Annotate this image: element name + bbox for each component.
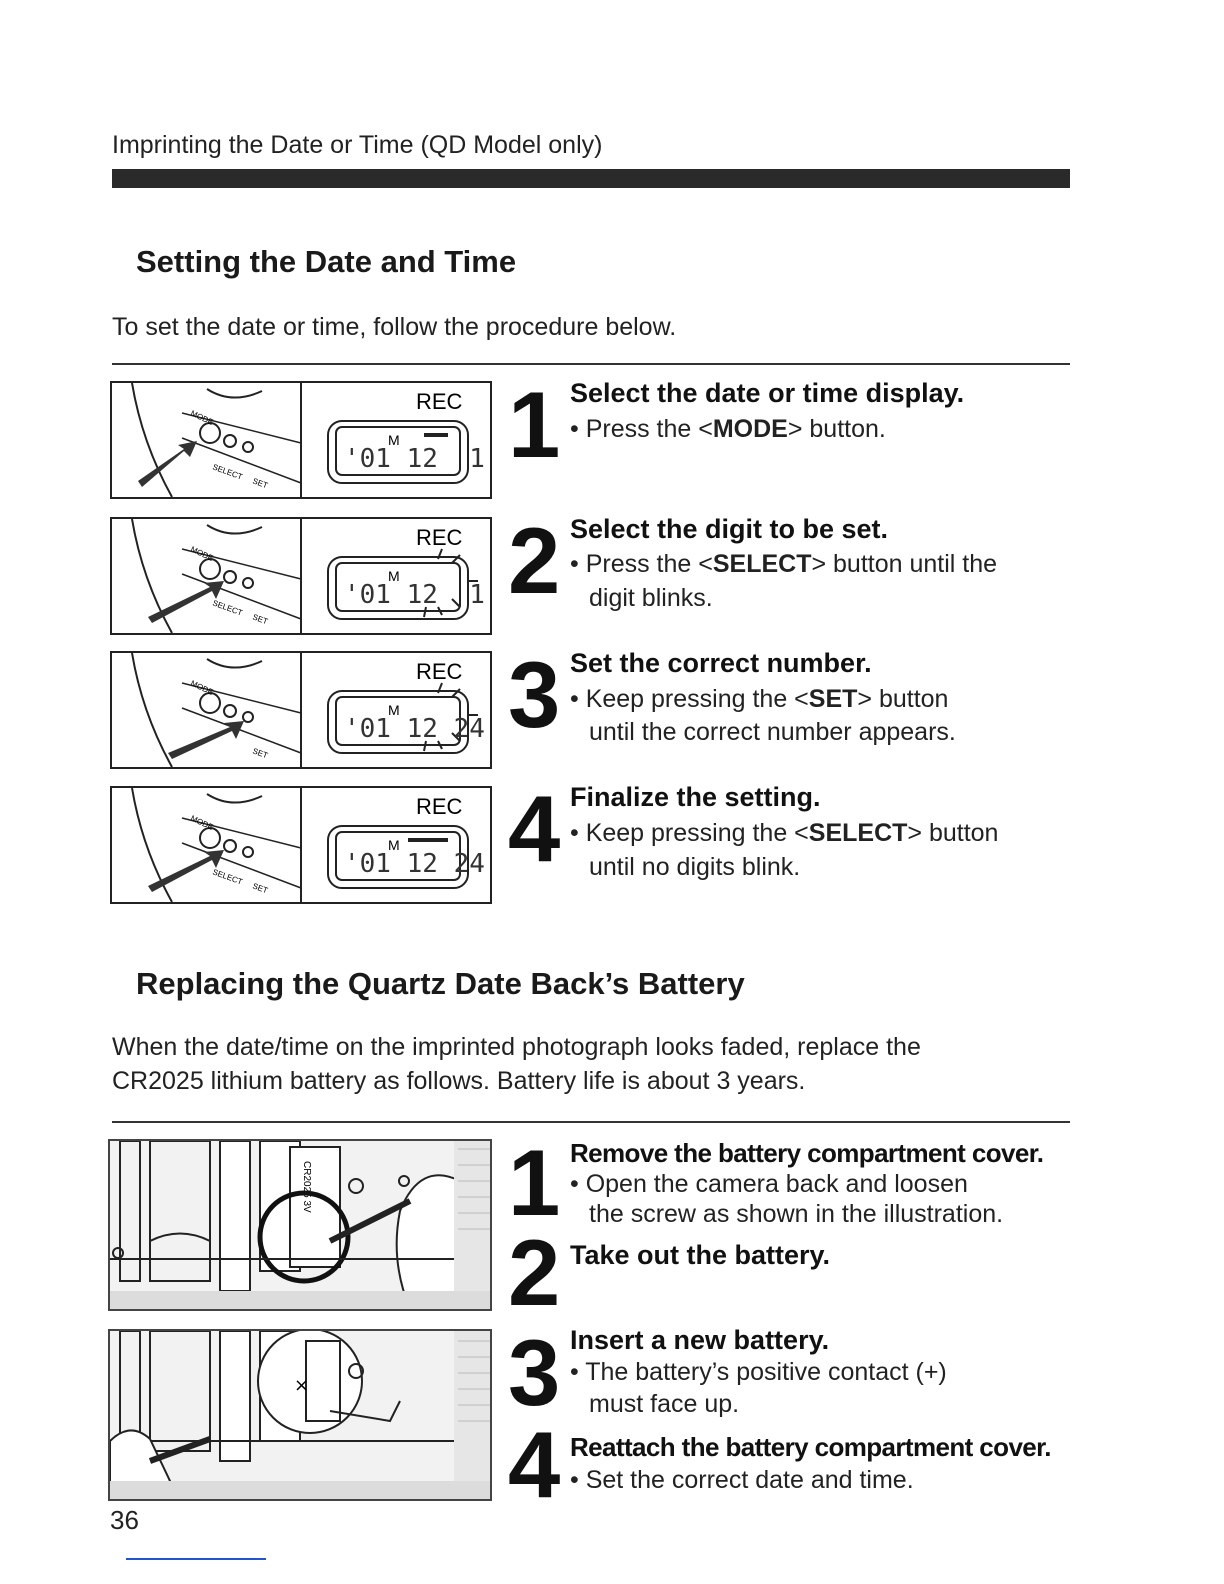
lcd-digits: '01 12 24 <box>344 849 485 879</box>
illustration-step-3 <box>110 651 492 769</box>
section-rule <box>112 1121 1070 1123</box>
section-rule <box>112 363 1070 365</box>
step-bullet: • Press the <MODE> button. <box>570 415 886 443</box>
lcd-mode-label: M <box>388 432 400 448</box>
step-number: 4 <box>508 1412 561 1517</box>
step-bullet: • The battery’s positive contact (+) <box>570 1358 947 1386</box>
camera-set-label: SET <box>251 746 270 761</box>
camera-mode-label: MODE <box>189 544 215 563</box>
camera-mode-label: MODE <box>189 408 215 427</box>
header-bar <box>112 169 1070 188</box>
step-bullet-continuation: the screw as shown in the illustration. <box>589 1200 1004 1228</box>
section-intro-battery-line1: When the date/time on the imprinted photograph looks faded, replace the <box>112 1033 921 1061</box>
lcd-digits: '01 12 1 <box>344 444 485 474</box>
camera-set-label: SET <box>251 612 270 627</box>
camera-select-label: SELECT <box>211 462 244 482</box>
step-number: 3 <box>508 642 561 747</box>
footer-link-underline[interactable] <box>126 1558 266 1560</box>
section-title-battery: Replacing the Quartz Date Back’s Battery <box>136 966 745 1001</box>
step-bullet-continuation: until no digits blink. <box>589 853 801 881</box>
step-title: Set the correct number. <box>570 648 872 678</box>
illustration-step-2 <box>110 517 492 635</box>
step-number: 2 <box>508 1220 561 1325</box>
section-intro-date-time: To set the date or time, follow the procedure below. <box>112 313 677 341</box>
illustration-battery-cover <box>108 1139 492 1311</box>
step-bullet: • Open the camera back and loosen <box>570 1170 968 1198</box>
page-number: 36 <box>110 1505 139 1535</box>
illustration-step-4 <box>110 786 492 904</box>
illustration-battery-insert <box>108 1329 492 1501</box>
camera-mode-label: MODE <box>189 813 215 832</box>
step-bullet: • Press the <SELECT> button until the <box>570 550 998 578</box>
lcd-rec-label: REC <box>416 389 463 414</box>
section-title-date-time: Setting the Date and Time <box>136 244 517 279</box>
step-title: Select the date or time display. <box>570 378 965 408</box>
step-bullet: • Keep pressing the <SELECT> button <box>570 819 999 847</box>
camera-set-label: SET <box>251 881 270 896</box>
step-title: Reattach the battery compartment cover. <box>570 1432 1051 1462</box>
step-number: 1 <box>508 1130 561 1235</box>
step-bullet-continuation: until the correct number appears. <box>589 718 956 746</box>
step-bullet-continuation: must face up. <box>589 1390 740 1418</box>
camera-set-label: SET <box>251 476 270 491</box>
lcd-rec-label: REC <box>416 659 463 684</box>
step-title: Insert a new battery. <box>570 1325 830 1355</box>
section-intro-battery-line2: CR2025 lithium battery as follows. Battery life is about 3 years. <box>112 1067 806 1095</box>
illustration-step-1 <box>110 381 492 499</box>
step-bullet: • Set the correct date and time. <box>570 1466 914 1494</box>
step-title: Select the digit to be set. <box>570 514 889 544</box>
camera-mode-label: MODE <box>189 678 215 697</box>
lcd-digits: '01 12 1 <box>344 580 485 610</box>
camera-select-label: SELECT <box>211 867 244 887</box>
step-title: Take out the battery. <box>570 1240 831 1270</box>
step-title: Finalize the setting. <box>570 782 821 812</box>
step-title: Remove the battery compartment cover. <box>570 1138 1044 1168</box>
lcd-mode-label: M <box>388 568 400 584</box>
lcd-rec-label: REC <box>416 525 463 550</box>
step-number: 1 <box>508 372 561 477</box>
lcd-digits: '01 12 24 <box>344 714 485 744</box>
lcd-mode-label: M <box>388 702 400 718</box>
camera-select-label: SELECT <box>211 598 244 618</box>
battery-label: CR2025 3V <box>301 1161 312 1213</box>
page-header-title: Imprinting the Date or Time (QD Model only) <box>112 131 603 159</box>
step-number: 2 <box>508 508 561 613</box>
lcd-mode-label: M <box>388 837 400 853</box>
step-number: 4 <box>508 776 561 881</box>
svg-text:×: × <box>294 1375 310 1396</box>
step-bullet-continuation: digit blinks. <box>589 584 713 612</box>
lcd-rec-label: REC <box>416 794 463 819</box>
step-bullet: • Keep pressing the <SET> button <box>570 685 949 713</box>
step-number: 3 <box>508 1320 561 1425</box>
